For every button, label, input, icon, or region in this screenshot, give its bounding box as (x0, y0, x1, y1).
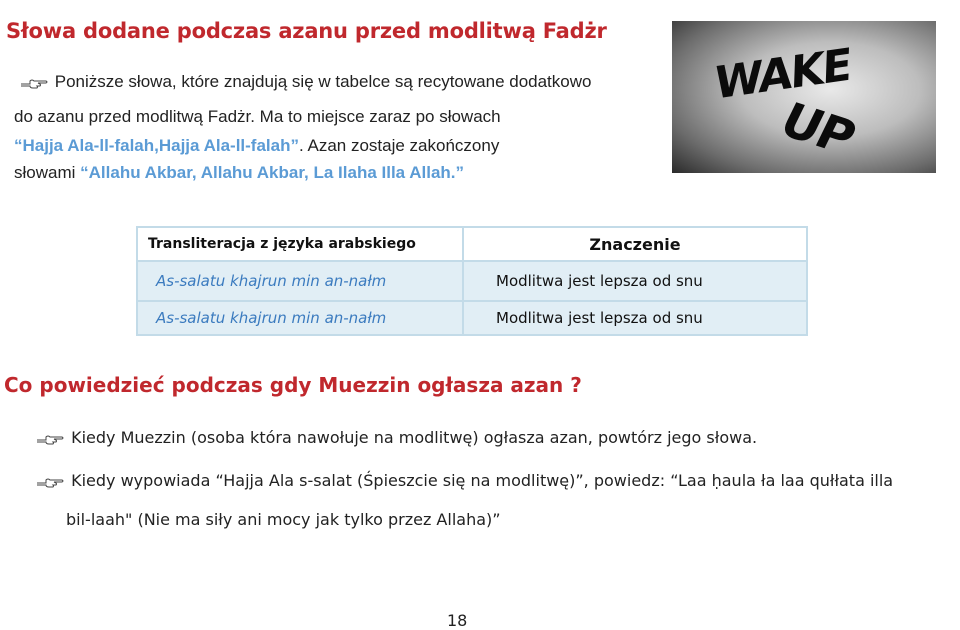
table-cell: As-salatu khajrun min an-nałm (137, 261, 463, 301)
intro-text-4: słowami (14, 163, 76, 182)
bullet-2-continuation: bil-laah" (Nie ma siły ani mocy jak tylko przez Allaha)” (66, 510, 501, 529)
table-header-cell: Transliteracja z języka arabskiego (137, 227, 463, 261)
bullet-1 (36, 428, 757, 447)
page-number: 18 (447, 611, 468, 630)
table-cell: Modlitwa jest lepsza od snu (463, 261, 807, 301)
transliteration-table (136, 226, 808, 336)
up-text: UP (771, 92, 863, 166)
bullet-2-text: Kiedy wypowiada “Hajja Ala s-salat (Śpieszcie się na modlitwę)”, powiedz: “Laa ḥaula ła laa qułłata illa (71, 471, 894, 490)
table-row (137, 301, 807, 335)
section-title: Co powiedzieć podczas gdy Muezzin ogłasza azan ? (4, 373, 582, 397)
pointing-hand-icon (20, 76, 50, 90)
intro-text-1: Poniższe słowa, które znajdują się w tabelce są recytowane dodatkowo (54, 72, 592, 91)
table-row (137, 261, 807, 301)
intro-line-4 (14, 163, 464, 183)
page-heading: Słowa dodane podczas azanu przed modlitwą Fadżr (6, 19, 607, 43)
bullet-1-text: Kiedy Muezzin (osoba która nawołuje na modlitwę) ogłasza azan, powtórz jego słowa. (71, 428, 758, 447)
bullet-2 (36, 471, 893, 490)
intro-highlight-1: “Hajja Ala-ll-falah,Hajja Ala-ll-falah” (14, 136, 299, 155)
table-header-cell: Znaczenie (463, 227, 807, 261)
table-cell: Modlitwa jest lepsza od snu (463, 301, 807, 335)
table-cell: As-salatu khajrun min an-nałm (137, 301, 463, 335)
intro-highlight-2: “Allahu Akbar, Allahu Akbar, La Ilaha Illa Allah.” (80, 163, 465, 182)
intro-line-3 (14, 136, 499, 156)
pointing-hand-icon (36, 475, 66, 489)
pointing-hand-icon (36, 432, 66, 446)
wake-text: WAKE (713, 39, 852, 110)
intro-text-3: . Azan zostaje zakończony (298, 136, 500, 155)
intro-line-2: do azanu przed modlitwą Fadżr. Ma to miejsce zaraz po słowach (14, 107, 501, 126)
table-header-row (137, 227, 807, 261)
wake-up-image (672, 21, 936, 173)
intro-line-1 (20, 72, 591, 92)
